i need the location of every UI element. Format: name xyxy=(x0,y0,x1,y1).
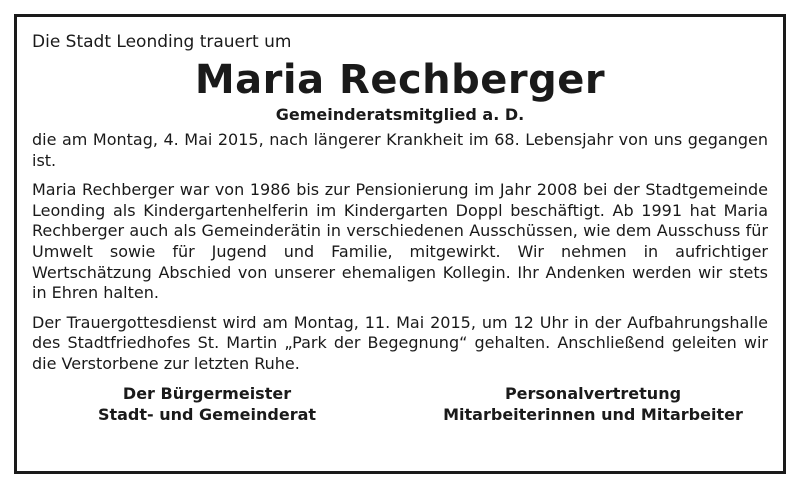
signature-staff xyxy=(428,383,758,425)
intro-line: Die Stadt Leonding trauert um xyxy=(32,32,292,52)
signature-mayor xyxy=(72,383,342,425)
signature-staff-line-2: Mitarbeiterinnen und Mitarbeiter xyxy=(443,404,743,424)
signatures xyxy=(32,383,768,425)
paragraph-funeral-service: Der Trauergottesdienst wird am Montag, 11. Mai 2015, um 12 Uhr in der Aufbahrungshalle des Stadtfriedhofes St. Martin „Park der Begegnung“ gehalten. Anschließend geleiten wir die Verstorbene zur letzten Ruhe. xyxy=(32,312,768,373)
deceased-name: Maria Rechberger xyxy=(194,57,606,103)
deceased-title: Gemeinderatsmitglied a. D. xyxy=(275,105,525,124)
paragraph-passing: die am Montag, 4. Mai 2015, nach längerer Krankheit im 68. Lebensjahr von uns gegangen ist. xyxy=(32,130,768,170)
obituary-notice xyxy=(14,14,786,474)
signature-mayor-line-1: Der Bürgermeister xyxy=(122,383,292,403)
signature-mayor-line-2: Stadt- und Gemeinderat xyxy=(97,404,317,424)
paragraph-biography: Maria Rechberger war von 1986 bis zur Pensionierung im Jahr 2008 bei der Stadtgemeinde Leonding als Kindergartenhelferin im Kindergarten Doppl beschäftigt. Ab 1991 hat Maria Rechberger auch als Gemeinderätin in verschiedenen Ausschüssen, wie dem Ausschuss für Umwelt sowie für Jugend und Familie, mitgewirkt. Wir nehmen in aufrichtiger Wertschätzung Abschied von unserer ehemaligen Kollegin. Ihr Andenken werden wir stets in Ehren halten. xyxy=(32,180,768,303)
signature-staff-line-1: Personalvertretung xyxy=(504,383,682,403)
